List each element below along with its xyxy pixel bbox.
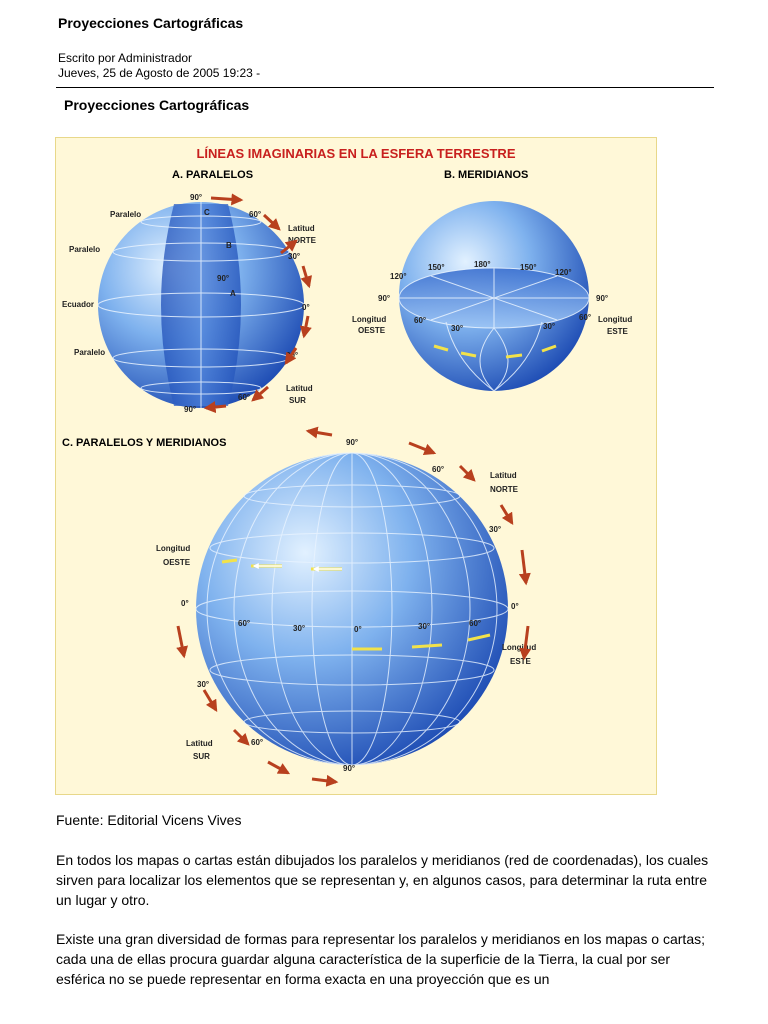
label-c-0-right: 0° bbox=[511, 602, 519, 611]
panel-a-label: A. PARALELOS bbox=[172, 169, 254, 181]
label-a-south-1: Latitud bbox=[286, 384, 313, 393]
label-letter-a: A bbox=[230, 289, 236, 298]
globe-illustration bbox=[56, 138, 656, 794]
label-b-east-1: Longitud bbox=[598, 315, 633, 324]
globe-meridians bbox=[399, 201, 592, 391]
label-b-30-right: 30° bbox=[543, 322, 556, 331]
label-c-south-2: SUR bbox=[193, 752, 210, 761]
label-a-30-bottom: 30° bbox=[286, 351, 299, 360]
label-a-30-top: 30° bbox=[288, 252, 301, 261]
label-c-30-top: 30° bbox=[489, 525, 502, 534]
label-equator: Ecuador bbox=[62, 300, 95, 309]
figure-source: Fuente: Editorial Vicens Vives bbox=[56, 812, 242, 828]
label-c-0-left: 0° bbox=[181, 599, 189, 608]
label-a-60-bottom: 60° bbox=[238, 393, 251, 402]
label-a-60-top: 60° bbox=[249, 210, 262, 219]
label-b-120-left: 120° bbox=[390, 272, 407, 281]
label-c-60-top: 60° bbox=[432, 465, 445, 474]
label-b-150-left: 150° bbox=[428, 263, 445, 272]
label-a-0: 0° bbox=[302, 303, 310, 312]
paragraph-2: Existe una gran diversidad de formas para representar los paralelos y meridianos en los mapas o cartas; cada una de ellas procura guardar alguna característica de la superficie de la Tierra, la cual por ser esférica no se puede representar en forma exacta en una proyección que es un bbox=[56, 931, 705, 987]
label-b-east-2: ESTE bbox=[607, 327, 628, 336]
label-c-30-right: 30° bbox=[418, 622, 431, 631]
label-b-60-left: 60° bbox=[414, 316, 427, 325]
label-c-30-left: 30° bbox=[293, 624, 306, 633]
label-c-60-bottom: 60° bbox=[251, 738, 264, 747]
label-a-90-inner: 90° bbox=[217, 274, 230, 283]
label-a-90-bottom: 90° bbox=[184, 405, 197, 414]
label-a-south-2: SUR bbox=[289, 396, 306, 405]
label-b-150-right: 150° bbox=[520, 263, 537, 272]
label-c-north-2: NORTE bbox=[490, 485, 518, 494]
paragraph-1: En todos los mapas o cartas están dibujados los paralelos y meridianos (red de coordenadas), los cuales sirven para localizar los elementos que se representan y, en algunos casos, para determinar la ruta entre un lugar y otro. bbox=[56, 852, 709, 908]
label-b-west-1: Longitud bbox=[352, 315, 387, 324]
label-c-west-1: Longitud bbox=[156, 544, 191, 553]
article-meta bbox=[58, 51, 260, 81]
label-c-90-top: 90° bbox=[346, 438, 359, 447]
label-letter-c: C bbox=[204, 208, 210, 217]
label-a-north-2: NORTE bbox=[288, 236, 316, 245]
label-b-90-left: 90° bbox=[378, 294, 391, 303]
globe-grid bbox=[196, 453, 508, 765]
label-c-60-right: 60° bbox=[469, 619, 482, 628]
label-c-west-2: OESTE bbox=[163, 558, 191, 567]
globe-parallels bbox=[98, 202, 304, 408]
label-parallel-1: Paralelo bbox=[110, 210, 142, 219]
label-b-west-2: OESTE bbox=[358, 326, 386, 335]
label-c-60-left: 60° bbox=[238, 619, 251, 628]
label-a-90-top: 90° bbox=[190, 193, 203, 202]
document-header-title: Proyecciones Cartográficas bbox=[58, 15, 244, 31]
label-parallel-2: Paralelo bbox=[69, 245, 101, 254]
label-b-120-right: 120° bbox=[555, 268, 572, 277]
panel-c-label: C. PARALELOS Y MERIDIANOS bbox=[62, 437, 227, 449]
globe-figure bbox=[55, 137, 657, 795]
label-letter-b: B bbox=[226, 241, 232, 250]
label-c-90-bottom: 90° bbox=[343, 764, 356, 773]
article-title: Proyecciones Cartográficas bbox=[64, 97, 250, 113]
label-b-90-right: 90° bbox=[596, 294, 609, 303]
label-a-north-1: Latitud bbox=[288, 224, 315, 233]
author-line: Escrito por Administrador bbox=[58, 51, 193, 65]
header-divider bbox=[56, 87, 714, 88]
label-b-180: 180° bbox=[474, 260, 491, 269]
label-c-east-2: ESTE bbox=[510, 657, 531, 666]
label-b-60-right: 60° bbox=[579, 313, 592, 322]
date-line: Jueves, 25 de Agosto de 2005 19:23 - bbox=[58, 66, 261, 80]
label-c-north-1: Latitud bbox=[490, 471, 517, 480]
label-parallel-3: Paralelo bbox=[74, 348, 106, 357]
label-c-east-1: Longitud bbox=[502, 643, 537, 652]
label-c-south-1: Latitud bbox=[186, 739, 213, 748]
label-c-30-bottom: 30° bbox=[197, 680, 210, 689]
panel-b-label: B. MERIDIANOS bbox=[444, 169, 529, 181]
label-c-0-center: 0° bbox=[354, 625, 362, 634]
figure-title: LÍNEAS IMAGINARIAS EN LA ESFERA TERRESTRE bbox=[196, 146, 516, 161]
label-b-30-left: 30° bbox=[451, 324, 464, 333]
